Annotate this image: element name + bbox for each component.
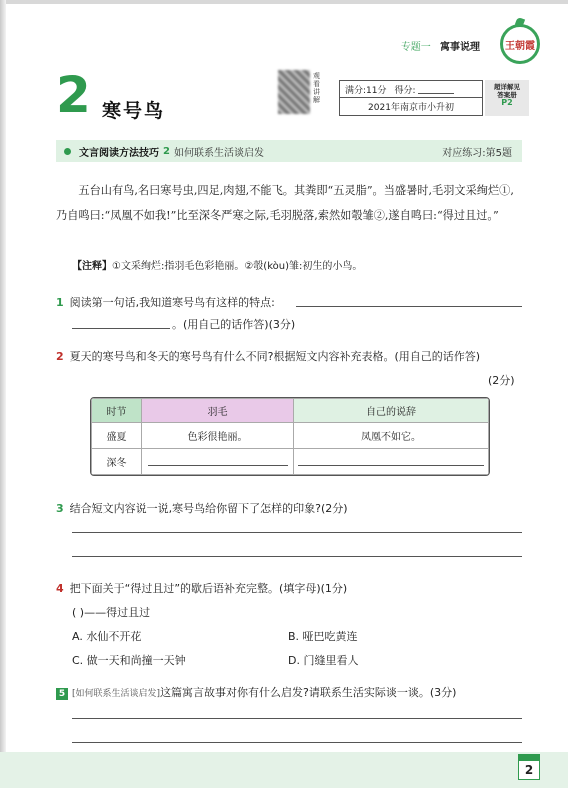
option-a[interactable]: A. 水仙不开花	[72, 630, 142, 643]
question-3-text: 结合短文内容说一说,寒号鸟给你留下了怎样的印象?(2分)	[69, 502, 348, 515]
annotation-label: 【注释】	[72, 261, 112, 272]
table-cell: 盛夏	[92, 423, 142, 449]
bullet-dot-icon	[64, 148, 71, 155]
header-category: 寓事说理	[440, 42, 480, 53]
method-subtitle: 如何联系生活谈启发	[173, 147, 264, 159]
annotation-text: ①文采绚烂:指羽毛色彩艳丽。②彀(kòu)雏:初生的小鸟。	[112, 261, 363, 272]
question-4-number: 4	[56, 582, 64, 595]
table-answer-cell[interactable]	[294, 449, 489, 475]
tag-line1: 超详解见	[494, 83, 520, 91]
question-5	[56, 684, 456, 700]
page-number: 2	[518, 760, 540, 780]
question-3-answer-line-1[interactable]	[72, 532, 522, 533]
question-2-text: 夏天的寒号鸟和冬天的寒号鸟有什么不同?根据短文内容补充表格。(用自己的话作答)	[69, 350, 481, 363]
header-topic: 专题一	[400, 42, 431, 53]
table-header-words: 自己的说辞	[294, 399, 489, 423]
table-header-row	[92, 399, 489, 423]
method-title: 文言阅读方法技巧	[79, 147, 159, 159]
question-1-number: 1	[56, 296, 64, 309]
table-cell: 色彩很艳丽。	[142, 423, 294, 449]
option-d[interactable]: D. 门缝里看人	[288, 654, 359, 667]
question-1	[56, 294, 275, 310]
question-5-number: 5	[56, 688, 68, 700]
score-row	[340, 81, 482, 98]
question-4	[56, 580, 347, 596]
got-score-label: 得分:	[394, 85, 416, 96]
comparison-table	[90, 397, 490, 476]
method-tip-bar	[56, 140, 522, 162]
feathers-answer-line[interactable]	[148, 454, 288, 466]
page-edge-top	[0, 0, 568, 4]
passage-text: 五台山有鸟,名曰寒号虫,四足,肉翅,不能飞。其粪即“五灵脂”。当盛暑时,毛羽文采绚烂①,乃自鸣曰:“凤凰不如我!”比至深冬严寒之际,毛羽脱落,索然如彀雏②,遂自鸣曰:“得过且过。”	[56, 184, 514, 222]
question-2	[56, 348, 480, 364]
question-3-number: 3	[56, 502, 64, 515]
classical-passage	[56, 178, 524, 228]
question-4-text: 把下面关于“得过且过”的歇后语补充完整。(填字母)(1分)	[69, 582, 348, 595]
annotation	[72, 257, 362, 272]
question-3	[56, 500, 348, 516]
question-3-answer-line-2[interactable]	[72, 556, 522, 557]
question-5-answer-line-2[interactable]	[72, 742, 522, 743]
answer-reference-tag	[485, 80, 529, 116]
qr-code-icon[interactable]	[278, 70, 310, 114]
table-answer-cell[interactable]	[142, 449, 294, 475]
logo-text: 王朝霞	[505, 40, 535, 52]
question-1-tail: 。(用自己的话作答)(3分)	[172, 318, 296, 331]
question-4-stem[interactable]: ( )——得过且过	[72, 606, 151, 619]
method-number: 2	[163, 145, 170, 157]
table-row	[92, 449, 489, 475]
source-row: 2021年南京市小升初	[368, 103, 454, 113]
question-5-text: 这篇寓言故事对你有什么启发?请联系生活实际谈一谈。(3分)	[160, 686, 457, 699]
question-2-number: 2	[56, 350, 64, 363]
lesson-title: 寒号鸟	[102, 100, 166, 122]
question-2-score: (2分)	[488, 374, 515, 387]
page-header	[401, 38, 480, 53]
question-5-tag: [如何联系生活谈启发]	[72, 689, 161, 699]
lesson-number: 2	[56, 66, 91, 124]
table-header-feathers: 羽毛	[142, 399, 294, 423]
tag-page: P2	[501, 98, 513, 107]
table-row	[92, 423, 489, 449]
score-info-box	[339, 80, 483, 116]
option-b[interactable]: B. 哑巴吃黄连	[288, 630, 358, 643]
table-cell: 深冬	[92, 449, 142, 475]
score-blank[interactable]	[418, 85, 454, 94]
words-answer-line[interactable]	[298, 454, 484, 466]
table-cell: 凤凰不如它。	[294, 423, 489, 449]
full-score-label: 满分:11分	[345, 85, 387, 96]
publisher-logo	[500, 24, 540, 64]
tag-line2: 答案册	[497, 91, 517, 99]
question-1-text: 阅读第一句话,我知道寒号鸟有这样的特点:	[69, 296, 275, 309]
question-1-answer-line-2[interactable]	[72, 328, 170, 329]
question-5-answer-line-1[interactable]	[72, 718, 522, 719]
qr-label: 观看讲解	[313, 72, 320, 104]
practice-reference: 对应练习:第5题	[442, 147, 512, 159]
page-edge-left	[0, 0, 6, 788]
footer-band	[0, 752, 568, 788]
option-c[interactable]: C. 做一天和尚撞一天钟	[72, 654, 186, 667]
table-header-season: 时节	[92, 399, 142, 423]
question-1-answer-line-1[interactable]	[296, 306, 522, 307]
